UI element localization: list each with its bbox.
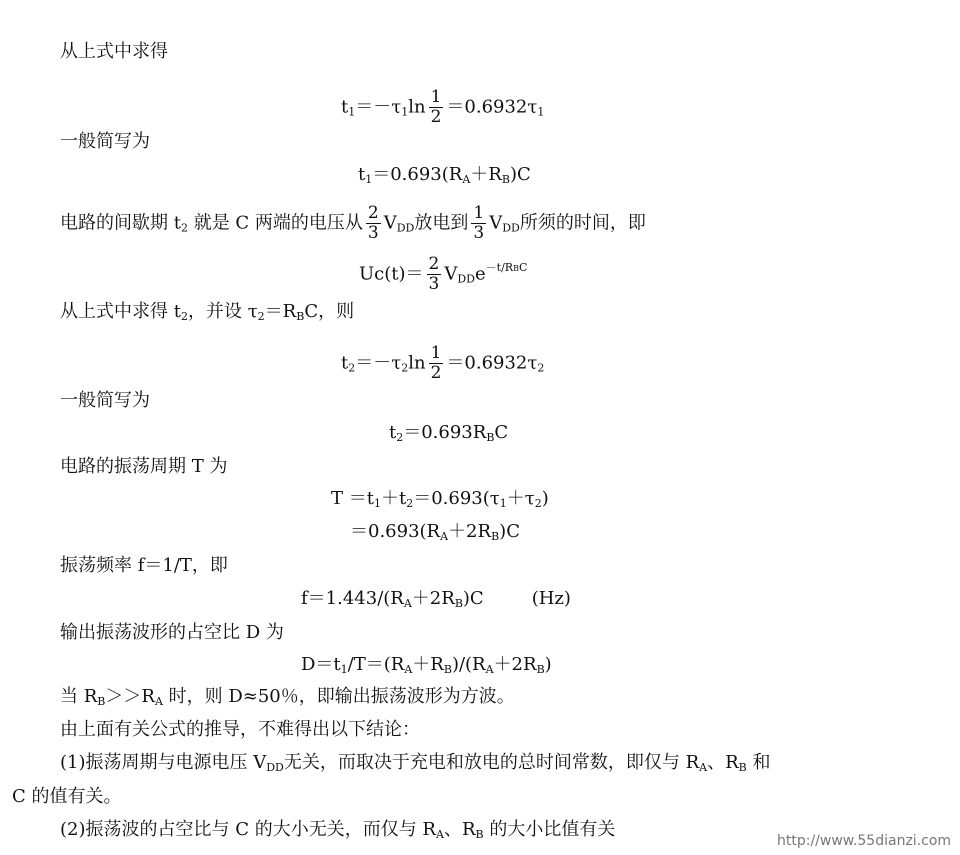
text-line-7: 振荡频率 f＝1/T，即: [60, 555, 228, 576]
watermark: http://www.55dianzi.com: [777, 833, 952, 849]
equation-period-rc: $=0.693(R_A+2R_B)C$: [350, 521, 520, 543]
text-line-12: C 的值有关。: [12, 786, 122, 807]
equation-uc: Uc(t)＝ $\frac{2}{3}$ $V_{DD}e^{-t/RBC}$: [359, 254, 528, 294]
text-line-4: 从上式中求得 $t_2$，并设 $\tau_2=R_BC$，则: [60, 301, 355, 323]
equation-t1-short: $t_1=0.693(R_A+R_B)C$: [358, 164, 531, 186]
equation-t2-tau: $t_2=-\tau_2\ln$ $\frac{1}{2}$ $=0.6932\tau_2$: [341, 343, 545, 383]
text-line-5: 一般简写为: [60, 390, 150, 411]
text-line-8: 输出振荡波形的占空比 D 为: [60, 622, 284, 643]
fraction-one-third: $\frac{1}{3}$: [473, 203, 485, 243]
text-line-10: 由上面有关公式的推导，不难得出以下结论：: [60, 719, 420, 740]
fraction-one-half: $\frac{1}{2}$: [430, 343, 442, 383]
equation-frequency: $f=1.443/(R_A+2R_B)C$ (Hz): [301, 588, 571, 610]
text-line-13: (2)振荡波的占空比与 C 的大小无关，而仅与 $R_A$、$R_B$ 的大小比值有关: [60, 819, 616, 841]
fraction-one-half: $\frac{1}{2}$: [430, 87, 442, 127]
text-line-6: 电路的振荡周期 T 为: [60, 456, 228, 477]
fraction-two-thirds: $\frac{2}{3}$: [428, 254, 440, 294]
text-line-1: 从上式中求得: [60, 41, 168, 62]
text-line-9: 当 $R_B>>R_A$ 时，则 D≈50％，即输出振荡波形为方波。: [60, 686, 515, 708]
equation-period: $T =t_1+t_2=0.693(\tau_1+\tau_2)$: [331, 488, 549, 510]
text-line-2: 一般简写为: [60, 131, 150, 152]
equation-t2-short: $t_2=0.693R_BC$: [389, 422, 509, 444]
equation-duty-cycle: $D=t_1/T=(R_A+R_B)/(R_A+2R_B)$: [301, 654, 552, 676]
text-line-11: (1)振荡周期与电源电压 $V_{DD}$无关，而取决于充电和放电的总时间常数，即仅与 $R_A$、$R_B$ 和: [60, 752, 771, 774]
equation-t1-tau: $t_1=-\tau_1\ln$ $\frac{1}{2}$ $=0.6932\tau_1$: [341, 87, 545, 127]
text-line-3: 电路的间歇期 $t_2$ 就是 C 两端的电压从 $\frac{2}{3}$ $V_{DD}$放电到 $\frac{1}{3}$ $V_{DD}$所须的时间，即: [60, 203, 646, 243]
fraction-two-thirds: $\frac{2}{3}$: [367, 203, 379, 243]
